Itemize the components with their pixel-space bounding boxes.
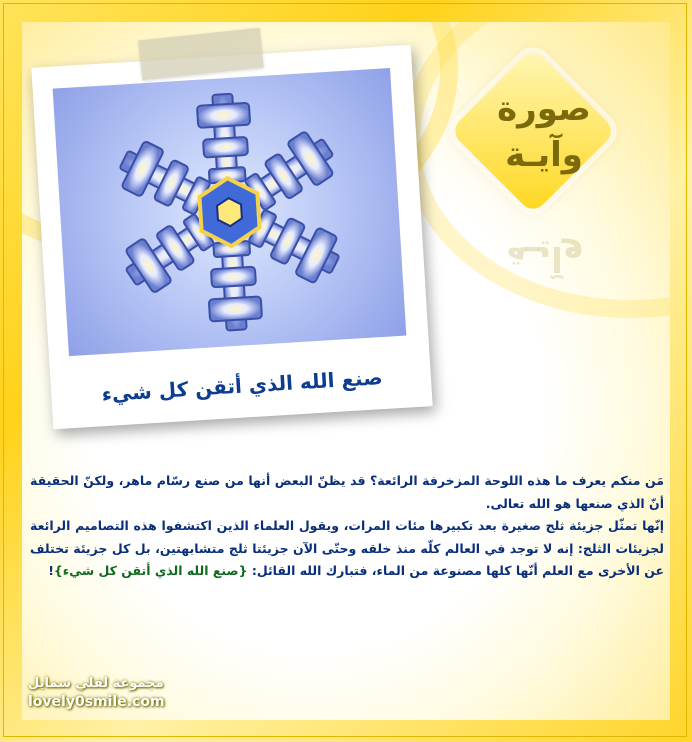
- article-paragraph-2-text: إنّها تمثّل جزيئة ثلج صغيرة بعد تكبيرها مئات المرات، ويقول العلماء الذين اكتشفوا هذه التصاميم الرائعة لجزيئات الثلج: إنه لا توجد في العالم كلّه منذ خلقه وحتّى الآن جزيئتا ثلج متشابهتين، بل كل جزيئة تختلف عن الأخرى مع العلم أنّها كلها مصنوعة من الماء، فتبارك الله القائل:: [30, 518, 664, 578]
- brand-url[interactable]: lovely0smile.com: [28, 694, 165, 710]
- polaroid-photo: [31, 45, 432, 430]
- snowflake-photo: [53, 68, 407, 356]
- emblem-reflection-line: وآيـة: [506, 238, 584, 278]
- emblem-line2: وآيـة: [505, 135, 583, 175]
- title-emblem-reflection: [480, 238, 610, 278]
- article-paragraph-1: مَن منكم يعرف ما هذه اللوحة المزخرفة الرائعة؟ قد يظنّ البعض أنها من صنع رسّام ماهر، ولكنّ الحقيقة أنّ الذي صنعها هو الله تعالى.: [30, 473, 664, 511]
- brand-arabic: مجموعة لفلي سمايل: [28, 676, 164, 691]
- title-emblem-text: [474, 86, 614, 178]
- emblem-line1: صورة: [497, 89, 591, 129]
- article-text: [30, 470, 664, 583]
- snowflake-icon: [53, 68, 407, 356]
- quran-verse: {صنع الله الذي أتقن كل شيء}: [53, 563, 248, 578]
- article-paragraph-2: [30, 515, 664, 583]
- article-paragraph-2-end: !: [48, 563, 54, 578]
- photo-caption: صنع الله الذي أتقن كل شيء: [100, 365, 384, 407]
